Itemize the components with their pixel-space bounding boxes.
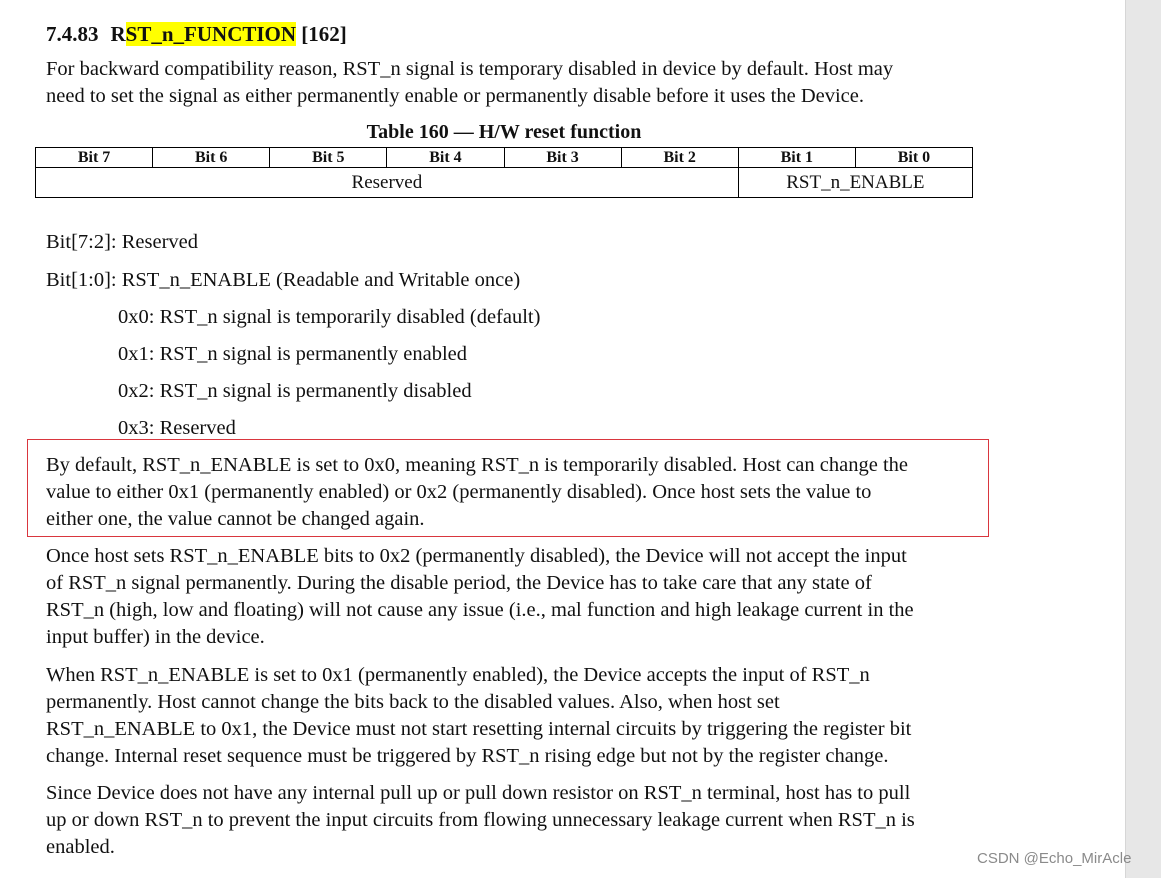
enable-para-line-2: permanently. Host cannot change the bits back to the disabled values. Also, when host set xyxy=(46,691,780,713)
bit4-header: Bit 4 xyxy=(387,148,504,168)
bit7-header: Bit 7 xyxy=(36,148,153,168)
bit-1-0-desc: Bit[1:0]: RST_n_ENABLE (Readable and Writable once) xyxy=(46,269,521,291)
intro-line-2: need to set the signal as either permanently enable or permanently disable before it uses the Device. xyxy=(46,85,864,107)
disable-para-line-1: Once host sets RST_n_ENABLE bits to 0x2 (permanently disabled), the Device will not accept the input xyxy=(46,545,907,567)
section-title-prefix: R xyxy=(110,22,126,46)
rst-n-enable-cell: RST_n_ENABLE xyxy=(738,168,972,198)
highlight-line-3: either one, the value cannot be changed again. xyxy=(46,508,425,530)
pull-para-line-2: up or down RST_n to prevent the input circuits from flowing unnecessary leakage current when RST_n is xyxy=(46,809,915,831)
disable-para-line-4: input buffer) in the device. xyxy=(46,626,265,648)
disable-para-line-2: of RST_n signal permanently. During the disable period, the Device has to take care that any state of xyxy=(46,572,872,594)
section-title-suffix: [162] xyxy=(296,22,347,46)
watermark: CSDN @Echo_MirAcle xyxy=(977,850,1132,867)
section-title-highlight: ST_n_FUNCTION xyxy=(125,22,297,46)
value-0x2: 0x2: RST_n signal is permanently disabled xyxy=(118,380,472,402)
section-heading xyxy=(46,22,347,47)
table-caption: Table 160 — H/W reset function xyxy=(366,121,642,143)
bit6-header: Bit 6 xyxy=(153,148,270,168)
bit2-header: Bit 2 xyxy=(621,148,738,168)
value-0x0: 0x0: RST_n signal is temporarily disabled (default) xyxy=(118,306,541,328)
pull-para-line-3: enabled. xyxy=(46,836,115,858)
bit-7-2-desc: Bit[7:2]: Reserved xyxy=(46,231,199,253)
pull-para-line-1: Since Device does not have any internal pull up or pull down resistor on RST_n terminal, host has to pull xyxy=(46,782,911,804)
value-0x3: 0x3: Reserved xyxy=(118,417,236,439)
intro-line-1: For backward compatibility reason, RST_n signal is temporary disabled in device by default. Host may xyxy=(46,58,894,80)
highlight-line-2: value to either 0x1 (permanently enabled) or 0x2 (permanently disabled). Once host sets the value to xyxy=(46,481,872,503)
register-header-row xyxy=(36,148,973,168)
viewer-scroll-gutter[interactable] xyxy=(1125,0,1161,878)
enable-para-line-4: change. Internal reset sequence must be triggered by RST_n rising edge but not by the register change. xyxy=(46,745,889,767)
enable-para-line-1: When RST_n_ENABLE is set to 0x1 (permanently enabled), the Device accepts the input of RST_n xyxy=(46,664,870,686)
bit5-header: Bit 5 xyxy=(270,148,387,168)
register-value-row xyxy=(36,168,973,198)
highlight-line-1: By default, RST_n_ENABLE is set to 0x0, meaning RST_n is temporarily disabled. Host can change the xyxy=(46,454,909,476)
enable-para-line-3: RST_n_ENABLE to 0x1, the Device must not start resetting internal circuits by triggering the register bit xyxy=(46,718,912,740)
bit3-header: Bit 3 xyxy=(504,148,621,168)
bit0-header: Bit 0 xyxy=(855,148,972,168)
reserved-cell: Reserved xyxy=(36,168,739,198)
register-table xyxy=(35,147,973,198)
bit1-header: Bit 1 xyxy=(738,148,855,168)
disable-para-line-3: RST_n (high, low and floating) will not cause any issue (i.e., mal function and high leakage current in the xyxy=(46,599,914,621)
value-0x1: 0x1: RST_n signal is permanently enabled xyxy=(118,343,468,365)
section-number: 7.4.83 xyxy=(46,22,99,46)
